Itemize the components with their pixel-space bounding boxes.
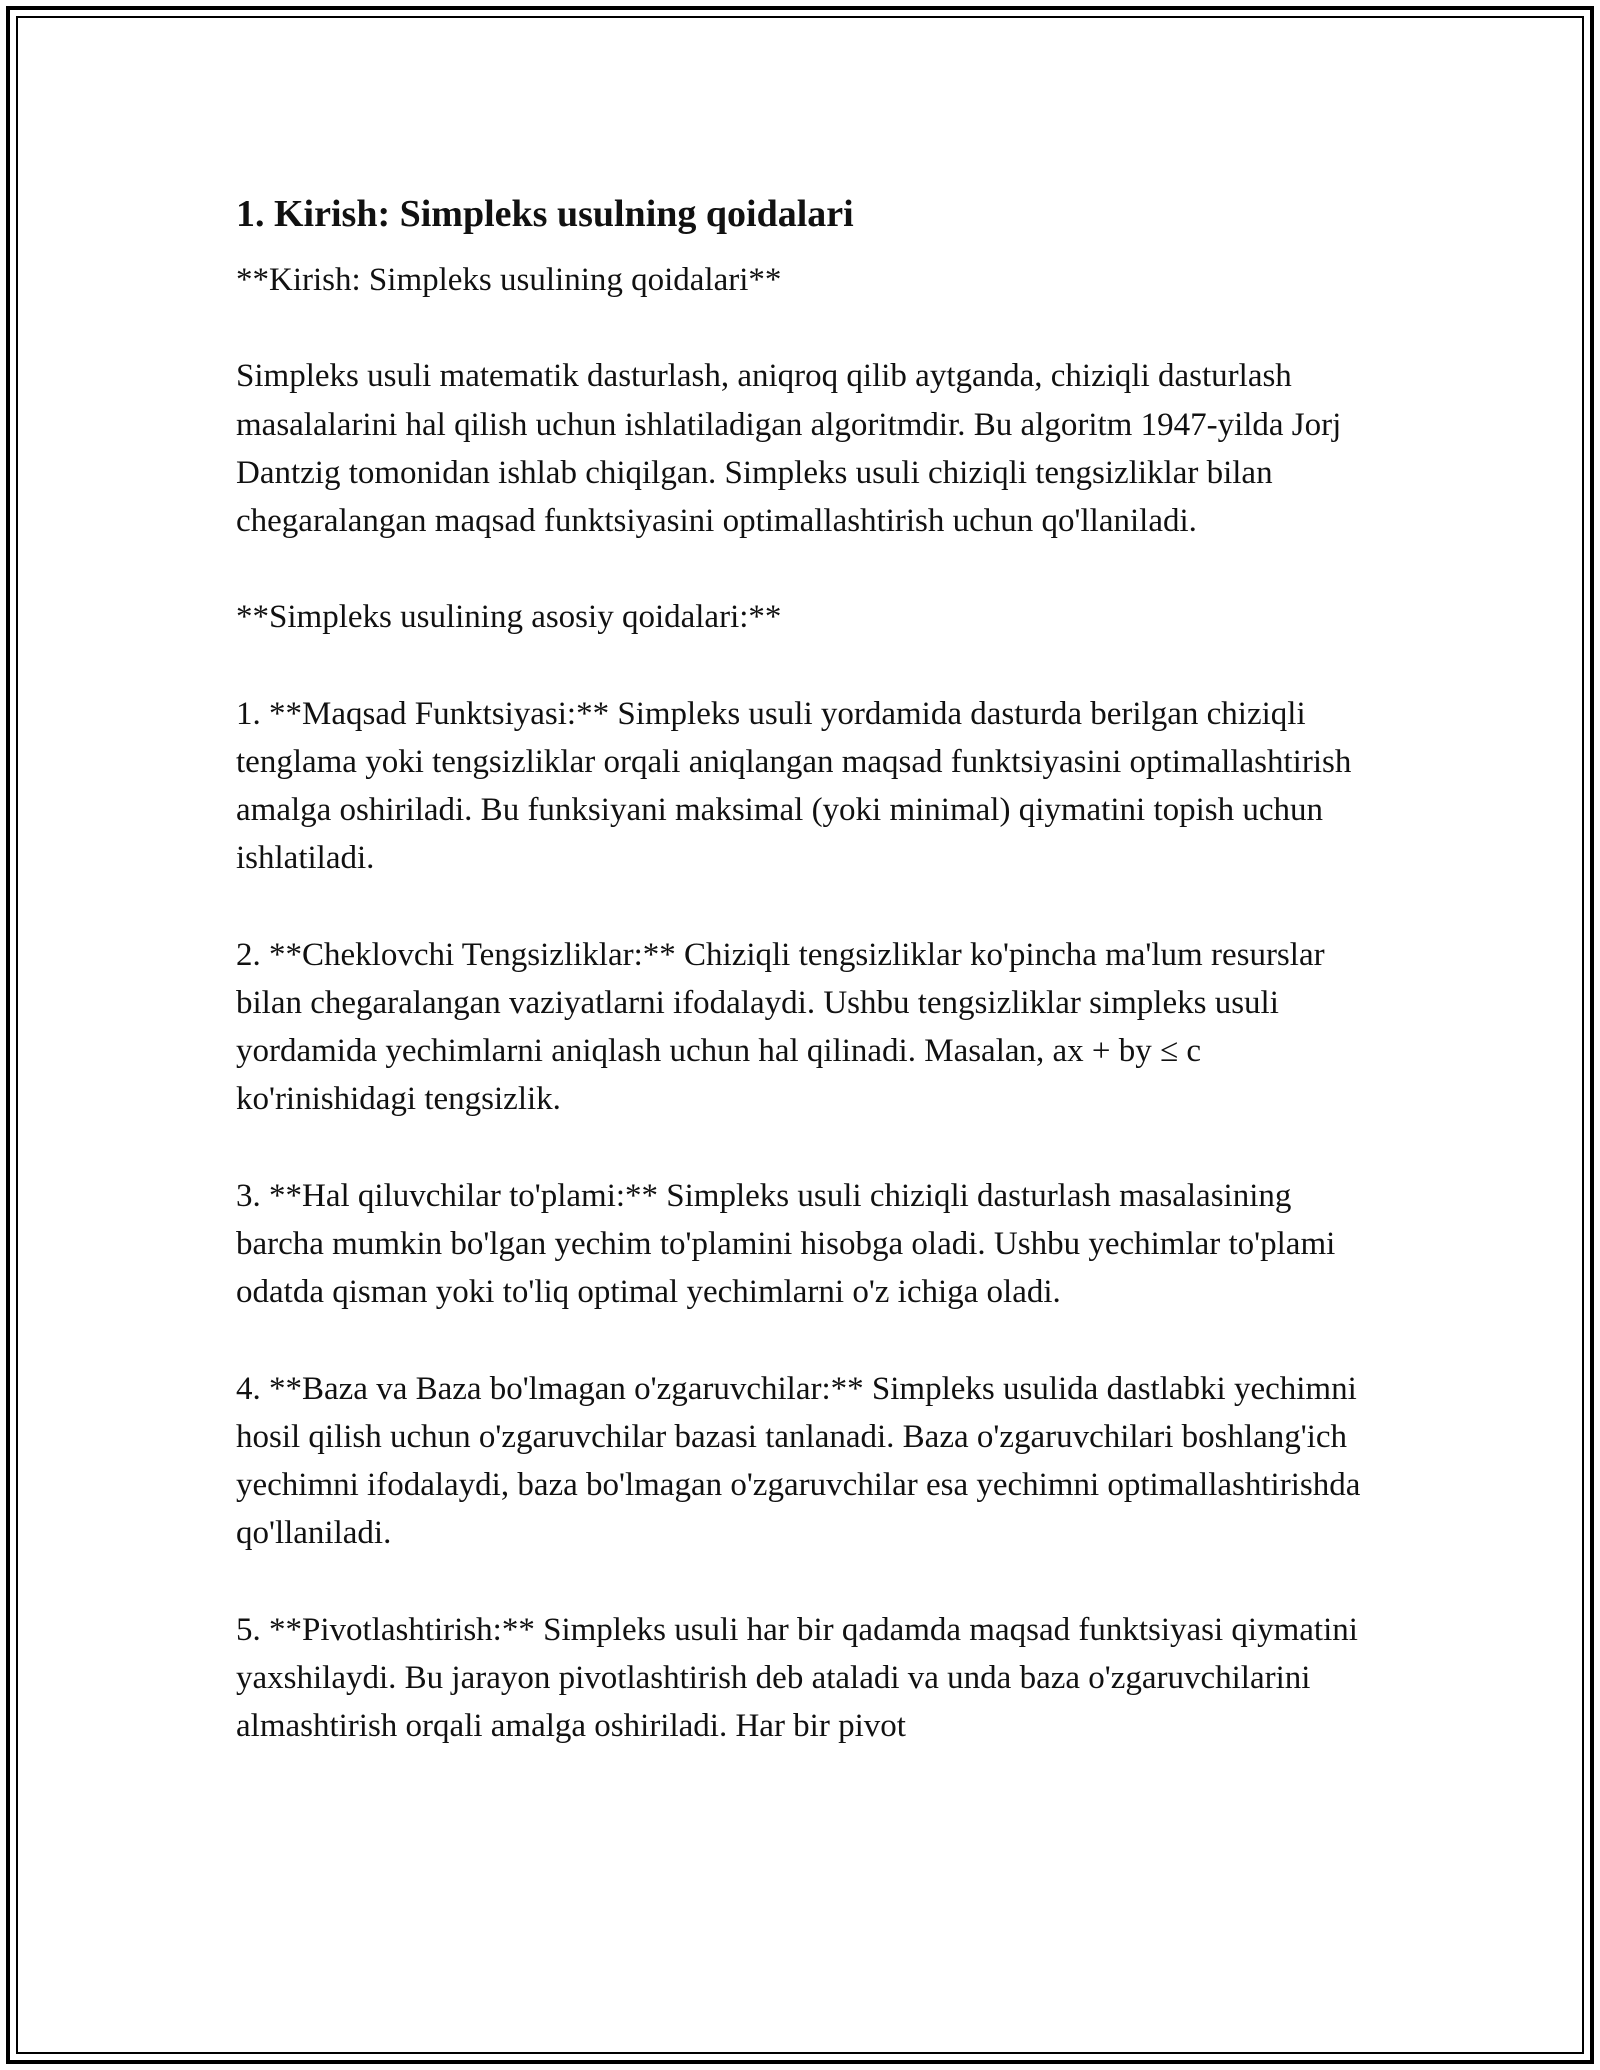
paragraph-intro-title: **Kirish: Simpleks usulining qoidalari** <box>236 262 782 298</box>
paragraph-rule-4: 4. **Baza va Baza bo'lmagan o'zgaruvchilar:** Simpleks usulida dastlabki yechimni hosil qilish uchun o'zgaruvchilar bazasi tanlanadi. Baza o'zgaruvchilari boshlang'ich yechimni ifodalaydi, baza bo'lmagan o'zgaruvchilar esa yechimni optimallashtirishda qo'llaniladi. <box>236 1370 1361 1552</box>
section-heading: 1. Kirish: Simpleks usulning qoidalari <box>236 193 854 235</box>
paragraph-intro: Simpleks usuli matematik dasturlash, aniqroq qilib aytganda, chiziqli dasturlash masalalarini hal qilish uchun ishlatiladigan algoritmdir. Bu algoritm 1947-yilda Jorj Dantzig tomonidan ishlab chiqilgan. Simpleks usuli chiziqli tengsizliklar bilan chegaralangan maqsad funktsiyasini optimallashtirish uchun qo'llaniladi. <box>236 358 1342 539</box>
paragraph-rules-title: **Simpleks usulining asosiy qoidalari:** <box>236 599 782 636</box>
paragraph-rule-5: 5. **Pivotlashtirish:** Simpleks usuli har bir qadamda maqsad funktsiyasi qiymatini yaxshilaydi. Bu jarayon pivotlashtirish deb ataladi va unda baza o'zgaruvchilarini almashtirish orqali amalga oshiriladi. Har bir pivot <box>236 1611 1358 1744</box>
document-body <box>236 256 1386 1750</box>
paragraph-rule-2: 2. **Cheklovchi Tengsizliklar:** Chiziqli tengsizliklar ko'pincha ma'lum resurslar bilan chegaralangan vaziyatlarni ifodalaydi. Ushbu tengsizliklar simpleks usuli yordamida yechimlarni aniqlash uchun hal qilinadi. Masalan, ax + by ≤ c ko'rinishidagi tengsizlik. <box>236 936 1325 1118</box>
paragraph-rule-1: 1. **Maqsad Funktsiyasi:** Simpleks usuli yordamida dasturda berilgan chiziqli tenglama yoki tengsizliklar orqali aniqlangan maqsad funktsiyasini optimallashtirish amalga oshiriladi. Bu funksiyani maksimal (yoki minimal) qiymatini topish uchun ishlatiladi. <box>236 695 1352 877</box>
document-content <box>236 186 1386 1798</box>
paragraph-rule-3: 3. **Hal qiluvchilar to'plami:** Simpleks usuli chiziqli dasturlash masalasining barcha mumkin bo'lgan yechim to'plamini hisobga oladi. Ushbu yechimlar to'plami odatda qisman yoki to'liq optimal yechimlarni o'z ichiga oladi. <box>236 1177 1336 1311</box>
